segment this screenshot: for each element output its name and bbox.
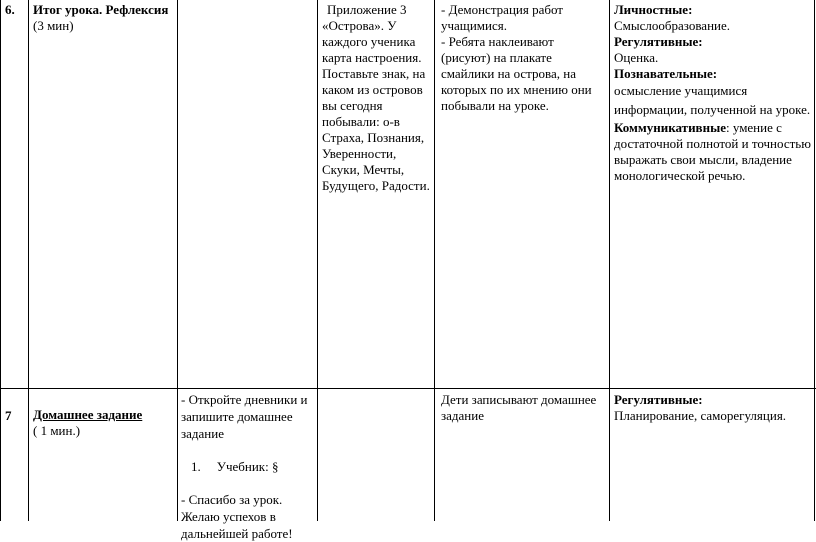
row6-teacher-line: вы сегодня <box>322 98 383 113</box>
uud-regulatory-text: Оценка. <box>614 50 659 65</box>
uud-regulatory-label: Регулятивные: <box>614 34 703 49</box>
row6-student-line: которых по их мнению они <box>441 82 592 97</box>
row6-student-line: учащимися. <box>441 18 507 33</box>
uud-regulatory-text: Планирование, саморегуляция. <box>614 408 787 423</box>
row6-teacher-line: Будущего, Радости. <box>322 178 430 193</box>
uud-cognitive-label: Познавательные: <box>614 66 718 81</box>
row6-teacher-line: Скуки, Мечты, <box>322 162 405 177</box>
row6-student-line: смайлики на острова, на <box>441 66 576 81</box>
row7-teacher-line: - Откройте дневники и <box>181 392 308 407</box>
table-col-divider <box>609 0 610 521</box>
uud-communicative-line: выражать свои мысли, владение <box>614 152 792 167</box>
row7-teacher-line: Желаю успехов в <box>181 509 276 524</box>
row6-student-line: - Демонстрация работ <box>441 2 563 17</box>
row6-stage-title: Итог урока. Рефлексия <box>33 2 169 17</box>
uud-personal-label: Личностные: <box>614 2 693 17</box>
row6-teacher-line: Страха, Познания, <box>322 130 425 145</box>
uud-communicative-line: достаточной полнотой и точностью <box>614 136 811 151</box>
uud-cognitive-line: информации, полученной на уроке. <box>614 102 811 117</box>
row7-teacher-line: задание <box>181 426 224 441</box>
row6-teacher-line: Поставьте знак, на <box>322 66 426 81</box>
table-col-divider <box>434 0 435 521</box>
table-border-left <box>0 0 1 521</box>
row6-number: 6. <box>5 2 15 17</box>
list-text: Учебник: § <box>216 459 279 474</box>
uud-communicative-label: Коммуникативные <box>614 120 726 135</box>
row6-teacher-line: «Острова». У <box>322 18 397 33</box>
row6-teacher-line: карта настроения. <box>322 50 422 65</box>
row6-student-cell <box>441 2 607 114</box>
table-row-divider <box>0 388 816 389</box>
row6-stage-cell <box>33 2 173 34</box>
row6-teacher-line: каком из островов <box>322 82 423 97</box>
table-border-right <box>814 0 815 521</box>
row6-student-line: побывали на уроке. <box>441 98 549 113</box>
row6-teacher-line: Уверенности, <box>322 146 397 161</box>
table-col-divider <box>317 0 318 521</box>
row7-stage-cell <box>33 407 173 439</box>
row6-teacher-cell <box>322 2 434 194</box>
row7-stage-time: ( 1 мин.) <box>33 423 81 438</box>
row7-student-cell <box>441 392 607 424</box>
row6-student-line: - Ребята наклеивают <box>441 34 554 49</box>
uud-communicative-text: : умение с <box>726 120 782 135</box>
row7-teacher-line: запишите домашнее <box>181 409 293 424</box>
row6-uud-cell <box>614 2 812 184</box>
row7-uud-cell <box>614 392 812 424</box>
row6-teacher-line: побывали: о-в <box>322 114 400 129</box>
table-col-divider <box>28 0 29 521</box>
row7-student-line: задание <box>441 408 484 423</box>
row6-stage-time: (3 мин) <box>33 18 74 33</box>
uud-personal-text: Смыслообразование. <box>614 18 731 33</box>
uud-communicative-line: монологической речью. <box>614 168 746 183</box>
row7-teacher-cell <box>181 391 315 542</box>
row6-student-line: (рисуют) на плакате <box>441 50 552 65</box>
row7-student-line: Дети записывают домашнее <box>441 392 597 407</box>
row6-teacher-line: каждого ученика <box>322 34 416 49</box>
list-number: 1. <box>191 459 201 474</box>
row7-teacher-line: дальнейшей работе! <box>181 526 293 541</box>
row7-stage-title: Домашнее задание <box>33 407 143 422</box>
table-col-divider <box>177 0 178 521</box>
row7-teacher-list-item <box>181 458 315 475</box>
row7-number: 7 <box>5 408 12 423</box>
row7-teacher-line: - Спасибо за урок. <box>181 492 283 507</box>
uud-regulatory-label: Регулятивные: <box>614 392 703 407</box>
row6-teacher-line: Приложение 3 <box>327 2 407 17</box>
uud-cognitive-line: осмысление учащимися <box>614 83 748 98</box>
